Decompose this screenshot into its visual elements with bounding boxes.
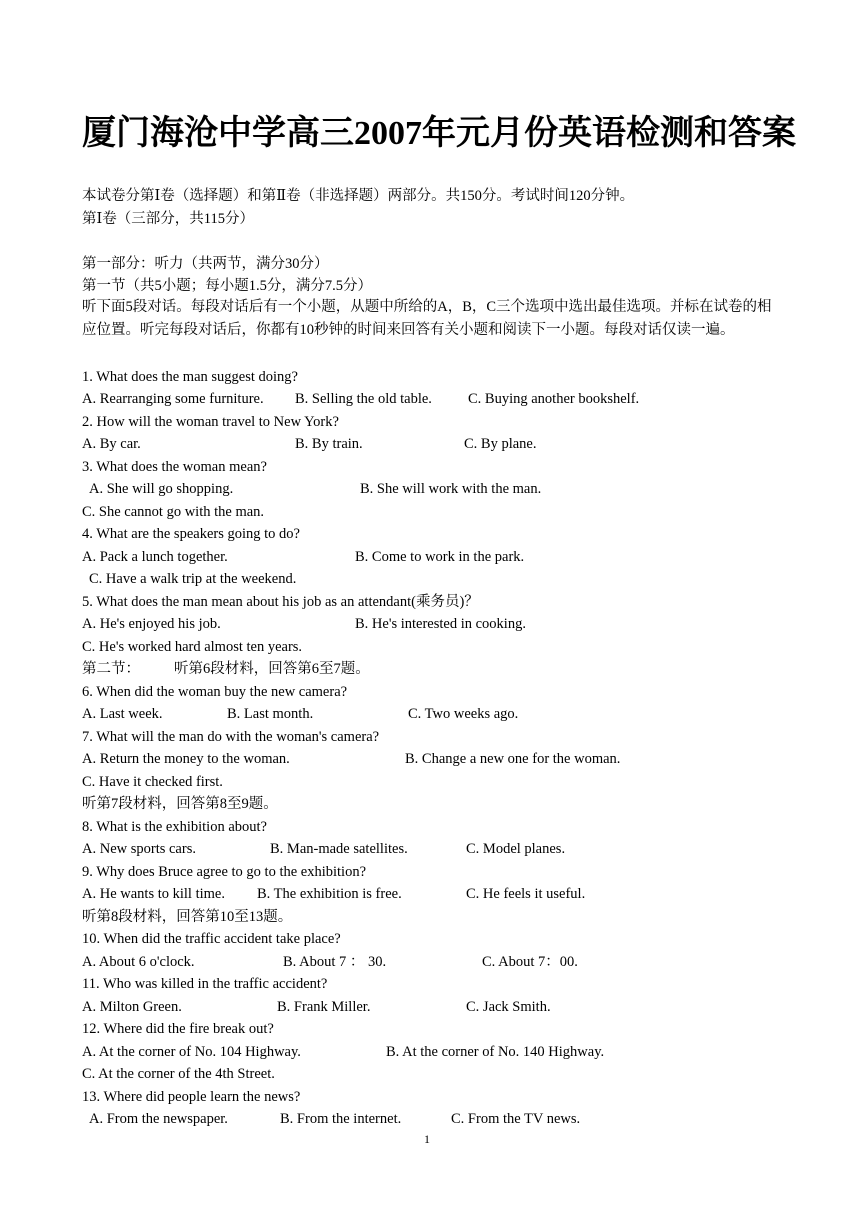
option-a: A. By car. [82, 436, 141, 452]
option-b: B. He's interested in cooking. [355, 616, 526, 632]
option-b: B. About 7 ： 30. [283, 954, 387, 970]
question-options [82, 997, 782, 1017]
option-c: C. She cannot go with the man. [82, 504, 265, 520]
option-c: C. He's worked hard almost ten years. [82, 639, 303, 655]
section-label: 第二节： [82, 661, 140, 677]
section-heading: 第一节（共5小题；每小题1.5分，满分7.5分） [82, 278, 372, 294]
question-stem: 9. Why does Bruce agree to go to the exhibition? [82, 864, 367, 880]
option-a: A. Pack a lunch together. [82, 549, 228, 565]
option-a: A. Milton Green. [82, 999, 182, 1015]
option-c: C. At the corner of the 4th Street. [82, 1066, 275, 1082]
question-options [82, 434, 782, 454]
option-c: C. By plane. [464, 436, 537, 452]
option-c: C. From the TV news. [451, 1111, 581, 1127]
option-a: A. She will go shopping. [89, 481, 234, 497]
option-b: B. The exhibition is free. [257, 886, 402, 902]
question-options [82, 389, 782, 409]
option-b: B. Man-made satellites. [270, 841, 408, 857]
question-stem: 2. How will the woman travel to New York? [82, 414, 339, 430]
option-c: C. He feels it useful. [466, 886, 586, 902]
question-stem: 4. What are the speakers going to do? [82, 526, 300, 542]
question-stem: 13. Where did people learn the news? [82, 1089, 301, 1105]
page-number: 1 [424, 1132, 430, 1146]
intro-line: 第Ⅰ卷（三部分，共115分） [82, 211, 254, 227]
question-stem: 6. When did the woman buy the new camera? [82, 684, 348, 700]
option-a: A. About 6 o'clock. [82, 954, 195, 970]
option-a: A. At the corner of No. 104 Highway. [82, 1044, 301, 1060]
question-stem: 10. When did the traffic accident take place? [82, 931, 341, 947]
question-options [82, 479, 782, 499]
section-heading [82, 659, 782, 679]
segment-heading: 听第7段材料，回答第8至9题。 [82, 796, 278, 812]
question-options [82, 839, 782, 859]
question-stem: 11. Who was killed in the traffic accident? [82, 976, 328, 992]
document-title: 厦门海沧中学高三2007年元月份英语检测和答案 [82, 115, 796, 152]
option-c: C. Buying another bookshelf. [468, 391, 640, 407]
option-c: C. About 7：00. [482, 954, 578, 970]
option-b: B. Last month. [227, 706, 314, 722]
intro-line: 本试卷分第Ⅰ卷（选择题）和第Ⅱ卷（非选择题）两部分。共150分。考试时间120分钟。 [82, 188, 635, 204]
option-c: C. Two weeks ago. [408, 706, 519, 722]
option-a: A. New sports cars. [82, 841, 196, 857]
question-options [82, 547, 782, 567]
question-stem: 3. What does the woman mean? [82, 459, 267, 475]
question-options [82, 749, 782, 769]
question-options [82, 1109, 782, 1129]
option-c: C. Model planes. [466, 841, 566, 857]
option-b: B. By train. [295, 436, 363, 452]
option-a: A. He wants to kill time. [82, 886, 225, 902]
segment-heading: 听第8段材料，回答第10至13题。 [82, 909, 293, 925]
option-c: C. Have it checked first. [82, 774, 223, 790]
option-a: A. Return the money to the woman. [82, 751, 290, 767]
question-options [82, 704, 782, 724]
question-stem: 7. What will the man do with the woman's camera? [82, 729, 380, 745]
option-b: B. Frank Miller. [277, 999, 371, 1015]
option-a: A. From the newspaper. [89, 1111, 228, 1127]
option-b: B. Selling the old table. [295, 391, 432, 407]
option-b: B. At the corner of No. 140 Highway. [386, 1044, 605, 1060]
question-stem: 1. What does the man suggest doing? [82, 369, 298, 385]
option-b: B. From the internet. [280, 1111, 402, 1127]
question-options [82, 952, 782, 972]
option-a: A. Last week. [82, 706, 163, 722]
option-a: A. He's enjoyed his job. [82, 616, 221, 632]
option-c: C. Jack Smith. [466, 999, 551, 1015]
option-b: B. Come to work in the park. [355, 549, 525, 565]
option-a: A. Rearranging some furniture. [82, 391, 264, 407]
part-heading: 第一部分：听力（共两节，满分30分） [82, 256, 329, 272]
section-text: 听第6段材料，回答第6至7题。 [174, 661, 370, 677]
option-c: C. Have a walk trip at the weekend. [89, 571, 297, 587]
question-options [82, 614, 782, 634]
option-b: B. She will work with the man. [360, 481, 542, 497]
question-stem: 12. Where did the fire break out? [82, 1021, 274, 1037]
question-stem: 8. What is the exhibition about? [82, 819, 267, 835]
question-options [82, 1042, 782, 1062]
instructions-paragraph: 听下面5段对话。每段对话后有一个小题，从题中所给的A，B，C三个选项中选出最佳选项。并标在试卷的相应位置。听完每段对话后，你都有10秒钟的时间来回答有关小题和阅读下一小题。每段对话仅读一遍。 [82, 299, 772, 338]
question-stem: 5. What does the man mean about his job as an attendant(乘务员)？ [82, 594, 479, 610]
option-b: B. Change a new one for the woman. [405, 751, 621, 767]
question-options [82, 884, 782, 904]
